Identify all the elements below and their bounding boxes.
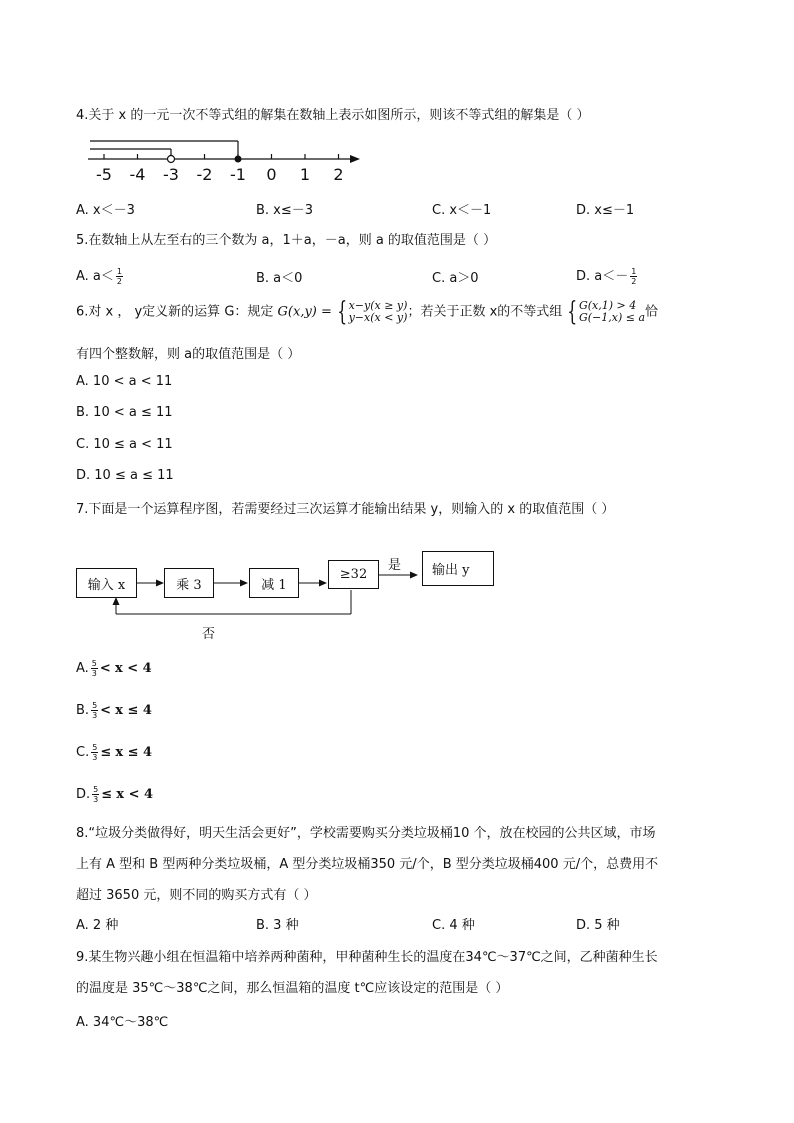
tick-label: 0 bbox=[266, 165, 277, 184]
q6-option-d: D. 10 ≤ a ≤ 11 bbox=[76, 468, 174, 483]
q8-line1: 8.“垃圾分类做得好，明天生活会更好”，学校需要购买分类垃圾桶10 个，放在校园的公共区域，市场 bbox=[76, 826, 656, 841]
q9-line1: 9.某生物兴趣小组在恒温箱中培养两种菌种，甲种菌种生长的温度在34℃～37℃之间，乙种菌种生长 bbox=[76, 950, 658, 965]
tick-label: -2 bbox=[196, 165, 213, 184]
q6-definition-cases: x−y(x ≥ y) y−x(x < y) bbox=[348, 299, 408, 324]
q6-option-a: A. 10 < a < 11 bbox=[76, 374, 173, 389]
q6-line2: 有四个整数解，则 a的取值范围是（ ） bbox=[76, 347, 301, 362]
tick-label: -1 bbox=[230, 165, 246, 184]
number-line bbox=[82, 138, 382, 188]
q4-text: 4.关于 x 的一元一次不等式组的解集在数轴上表示如图所示，则该不等式组的解集是（ ） bbox=[76, 108, 590, 123]
q8-option-c: C. 4 种 bbox=[432, 918, 475, 933]
tick-label: 2 bbox=[333, 165, 344, 184]
fraction-one-half: $\frac{1}{2}$ bbox=[116, 267, 122, 286]
q7-option-b: B. $\frac{5}{3}$ < x ≤ 4 bbox=[76, 701, 152, 720]
tick-label: -5 bbox=[96, 165, 112, 184]
q8-option-d: D. 5 种 bbox=[576, 918, 620, 933]
q6-inequality-system: G(x,1) > 4 G(−1,x) ≤ a bbox=[578, 299, 646, 324]
hollow-dot-icon bbox=[168, 156, 175, 163]
flow-input-box: 输入 x bbox=[76, 568, 137, 598]
flow-output-box: 输出 y bbox=[422, 551, 494, 586]
tick-label: -3 bbox=[163, 165, 179, 184]
q4-option-d: D. x≤－1 bbox=[576, 203, 635, 218]
tick-label: 1 bbox=[299, 165, 311, 184]
q8-line3: 超过 3650 元，则不同的购买方式有（ ） bbox=[76, 888, 317, 903]
q8-option-b: B. 3 种 bbox=[256, 918, 299, 933]
solid-dot-icon bbox=[235, 156, 242, 163]
flow-multiply-box: 乘 3 bbox=[164, 568, 214, 598]
q8-line2: 上有 A 型和 B 型两种分类垃圾桶，A 型分类垃圾桶350 元/个，B 型分类垃圾桶400 元/个，总费用不 bbox=[76, 857, 659, 872]
q5-option-b: B. a＜0 bbox=[256, 271, 303, 286]
q5-option-a: A. a＜ $\frac{1}{2}$ bbox=[76, 267, 122, 286]
q6-option-b: B. 10 < a ≤ 11 bbox=[76, 405, 173, 420]
flow-yes-label: 是 bbox=[388, 558, 402, 573]
flow-subtract-box: 减 1 bbox=[249, 568, 299, 598]
q5-option-d: D. a＜－ $\frac{1}{2}$ bbox=[576, 267, 637, 286]
q7-text: 7.下面是一个运算程序图，若需要经过三次运算才能输出结果 y，则输入的 x 的取值范围（ ） bbox=[76, 502, 615, 517]
q7-option-c: C. $\frac{5}{3}$ ≤ x ≤ 4 bbox=[76, 743, 153, 762]
flow-check-box: ≥32 bbox=[328, 560, 379, 589]
q4-option-b: B. x≤－3 bbox=[256, 203, 314, 218]
q6-option-c: C. 10 ≤ a < 11 bbox=[76, 437, 173, 452]
q7-option-a: A. $\frac{5}{3}$ < x < 4 bbox=[76, 659, 152, 678]
q5-text: 5.在数轴上从左至右的三个数为 a，1＋a，－a，则 a 的取值范围是（ ） bbox=[76, 233, 497, 248]
q4-option-a: A. x＜－3 bbox=[76, 203, 135, 218]
q7-option-d: D. $\frac{5}{3}$ ≤ x < 4 bbox=[76, 785, 154, 804]
tick-label: -4 bbox=[129, 165, 146, 184]
q8-option-a: A. 2 种 bbox=[76, 918, 119, 933]
fraction-one-half: $\frac{1}{2}$ bbox=[631, 267, 637, 286]
q5-option-c: C. a＞0 bbox=[432, 271, 479, 286]
flow-no-label: 否 bbox=[202, 627, 216, 642]
q6-line1: 6.对 x ， y定义新的运算 G：规定 G(x,y) = { x−y(x ≥ y) y−x(x < y) ；若关于正数 x的不等式组 { G(x,1) > 4 G(−1,x) ≤ a 恰 bbox=[76, 297, 659, 327]
q9-option-a: A. 34℃～38℃ bbox=[76, 1015, 169, 1030]
axis-arrow-icon bbox=[350, 155, 360, 163]
q4-option-c: C. x＜－1 bbox=[432, 203, 492, 218]
q9-line2: 的温度是 35℃～38℃之间，那么恒温箱的温度 t℃应该设定的范围是（ ） bbox=[76, 981, 509, 996]
